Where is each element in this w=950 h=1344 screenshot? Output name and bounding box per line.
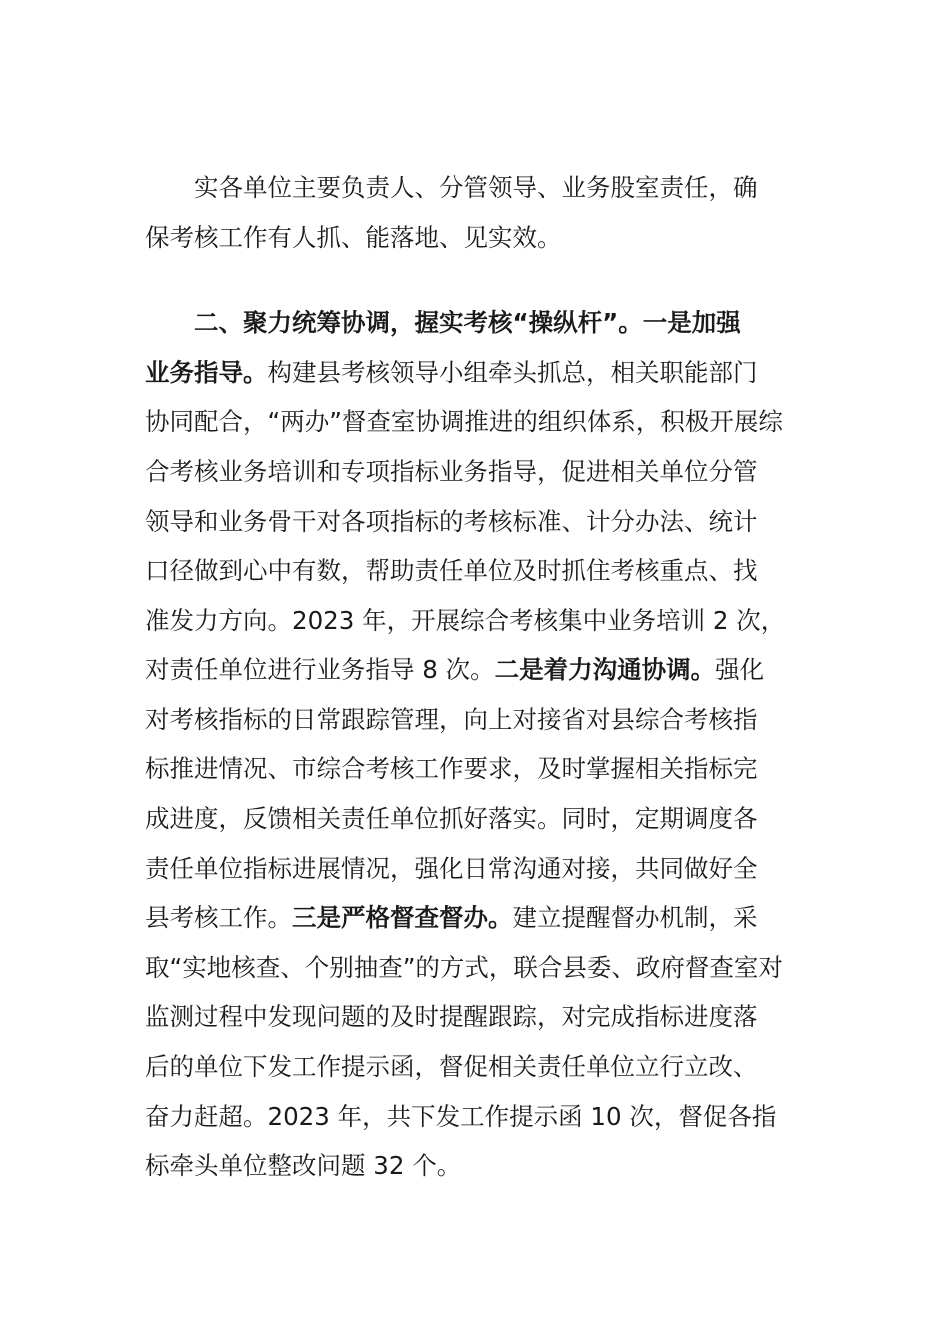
paragraph-2-line-6 (145, 553, 758, 589)
text-run: 成进度，反馈相关责任单位抓好落实。同时，定期调度各 (145, 804, 758, 833)
paragraph-1-line-1 (194, 170, 758, 206)
paragraph-2-line-7 (145, 603, 785, 639)
paragraph-2-line-14 (145, 950, 783, 986)
text-run: 强化 (715, 655, 765, 684)
text-run: 保考核工作有人抓、能落地、见实效。 (145, 223, 562, 252)
paragraph-2-line-11 (145, 801, 758, 837)
text-run: 取“实地核查、个别抽查”的方式，联合县委、政府督查室对 (145, 953, 783, 982)
paragraph-2-line-12 (145, 851, 758, 887)
paragraph-2-line-4 (145, 454, 758, 490)
subheading-2: 二是着力沟通协调。 (494, 655, 716, 684)
text-run: 监测过程中发现问题的及时提醒跟踪，对完成指标进度落 (145, 1002, 758, 1031)
text-run: 口径做到心中有数，帮助责任单位及时抓住考核重点、找 (145, 556, 758, 585)
text-run: 标推进情况、市综合考核工作要求，及时掌握相关指标完 (145, 754, 758, 783)
paragraph-2-line-15 (145, 999, 758, 1035)
text-run: 实各单位主要负责人、分管领导、业务股室责任，确 (194, 173, 758, 202)
subheading-1: 业务指导。 (145, 358, 268, 387)
text-run: 合考核业务培训和专项指标业务指导，促进相关单位分管 (145, 457, 758, 486)
paragraph-2-line-13 (145, 900, 758, 936)
paragraph-2-heading-line (194, 305, 741, 341)
text-run: 领导和业务骨干对各项指标的考核标准、计分办法、统计 (145, 507, 758, 536)
text-run: 后的单位下发工作提示函，督促相关责任单位立行立改、 (145, 1052, 758, 1081)
text-run: 责任单位指标进展情况，强化日常沟通对接，共同做好全 (145, 854, 758, 883)
text-run: 协同配合，“两办”督查室协调推进的组织体系，积极开展综 (145, 407, 783, 436)
paragraph-2-line-3 (145, 404, 783, 440)
text-run: 奋力赶超。2023 年，共下发工作提示函 10 次，督促各指 (145, 1102, 777, 1131)
paragraph-2-line-18 (145, 1148, 461, 1184)
text-run: 准发力方向。2023 年，开展综合考核集中业务培训 2 次， (145, 606, 786, 635)
text-run: 构建县考核领导小组牵头抓总，相关职能部门 (267, 358, 758, 387)
text-run: 县考核工作。 (145, 903, 292, 932)
paragraph-2-line-5 (145, 504, 758, 540)
paragraph-2-line-10 (145, 751, 758, 787)
paragraph-2-line-2 (145, 355, 758, 391)
paragraph-2-line-17 (145, 1099, 776, 1135)
text-run: 对责任单位进行业务指导 8 次。 (145, 655, 495, 684)
section-heading: 二、聚力统筹协调，握实考核“操纵杆”。一是加强 (194, 308, 741, 337)
paragraph-2-line-9 (145, 702, 758, 738)
text-run: 对考核指标的日常跟踪管理，向上对接省对县综合考核指 (145, 705, 758, 734)
text-run: 标牵头单位整改问题 32 个。 (145, 1151, 462, 1180)
subheading-3: 三是严格督查督办。 (292, 903, 513, 932)
paragraph-2-line-16 (145, 1049, 758, 1085)
text-run: 建立提醒督办机制，采 (512, 903, 758, 932)
paragraph-2-line-8 (145, 652, 764, 688)
paragraph-1-line-2 (145, 220, 562, 256)
